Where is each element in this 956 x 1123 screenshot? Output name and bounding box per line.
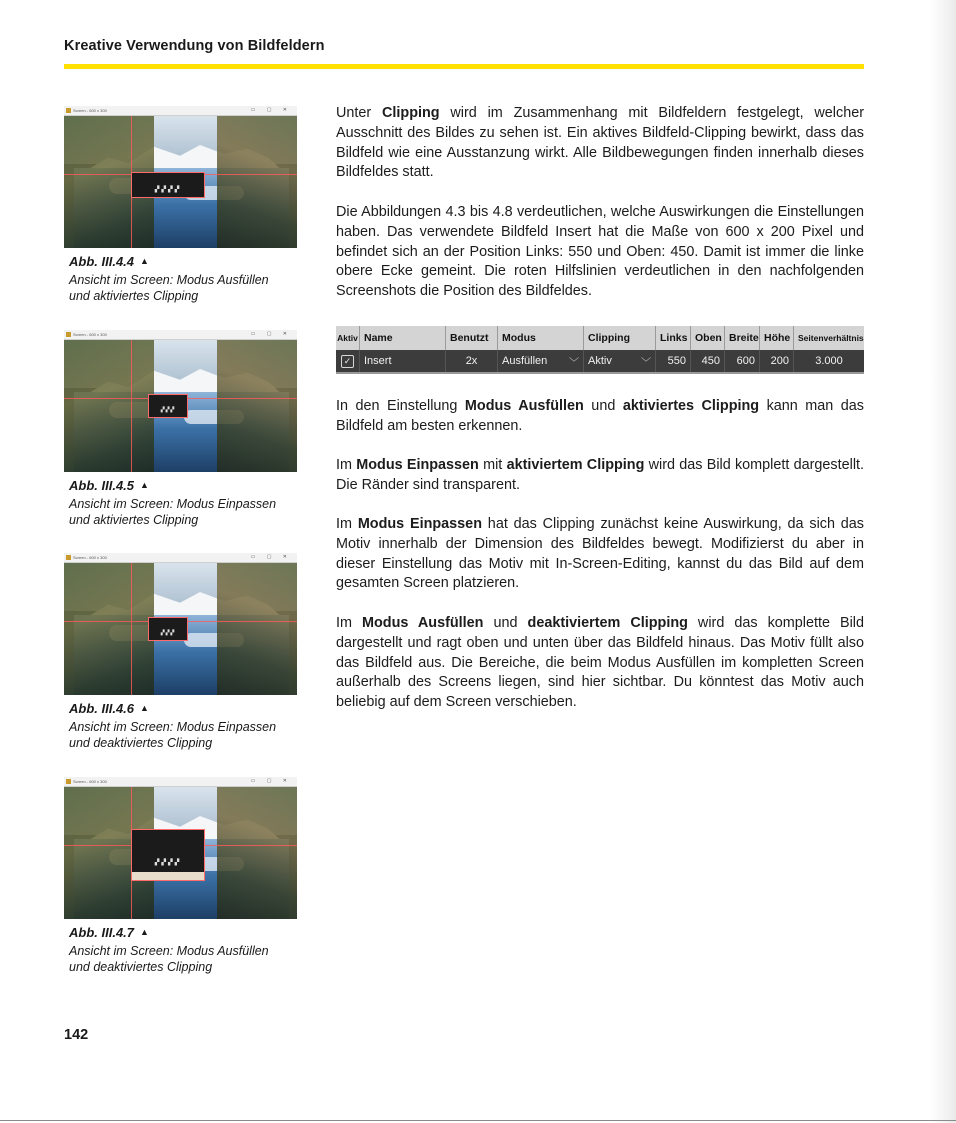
figure-screenshot-3	[64, 553, 297, 695]
modus-value: Ausfüllen	[502, 355, 548, 367]
guide-line-vertical	[131, 340, 132, 472]
screen-preview	[64, 340, 297, 472]
app-icon	[66, 332, 71, 337]
image-field-insert: ▞▞▞▞	[131, 829, 205, 881]
screen-preview	[64, 563, 297, 695]
aktiv-checkbox-cell[interactable]	[336, 350, 360, 372]
paragraph-einpassen-clipping: Im Modus Einpassen hat das Clipping zunächst keine Auswirkung, da sich das Motiv innerhalb der Dimension des Bildfeldes bewegt. Modifizierst du aber in dieser Einstellung das Motiv mit In-Screen-Editing, kannst du das Bild auf dem gesamten Screen platzieren.	[336, 516, 865, 592]
figure-screenshot-4	[64, 777, 297, 919]
window-titlebar	[64, 777, 297, 787]
image-field-insert: ▞▞▞▞	[131, 172, 205, 198]
caption-triangle-icon: ▲	[140, 480, 149, 490]
modus-dropdown[interactable]	[498, 350, 584, 372]
caption-triangle-icon: ▲	[140, 256, 149, 266]
figure-number: Abb. III.4.6	[69, 701, 135, 716]
col-header-breite: Breite	[725, 326, 760, 350]
image-field-insert: ▞▞▞	[148, 394, 188, 418]
col-header-clipping: Clipping	[584, 326, 656, 350]
window-title: Screen - 600 x 300	[73, 555, 107, 560]
clipping-dropdown[interactable]	[584, 350, 656, 372]
page-number: 142	[64, 1027, 89, 1043]
table-row[interactable]	[336, 350, 864, 372]
col-header-name: Name	[360, 326, 446, 350]
window-titlebar	[64, 106, 297, 116]
figure-number: Abb. III.4.7	[69, 925, 135, 940]
screen-preview	[64, 787, 297, 919]
chevron-down-icon: ﹀	[569, 357, 579, 369]
header-rule	[64, 64, 864, 69]
figure-caption-4: Abb. III.4.7 ▲ Ansicht im Screen: Modus Ausfüllen und deaktiviertes Clipping	[69, 925, 269, 974]
window-title: Screen - 600 x 300	[73, 779, 107, 784]
chevron-down-icon: ﹀	[641, 357, 651, 369]
bottom-border	[0, 1120, 956, 1121]
paragraph-einpassen-aktiv: Im Modus Einpassen mit aktiviertem Clipping wird das Bild komplett dargestellt. Die Ränder sind transparent.	[336, 457, 865, 493]
col-header-modus: Modus	[498, 326, 584, 350]
col-header-benutzt: Benutzt	[446, 326, 498, 350]
figure-number: Abb. III.4.4	[69, 254, 135, 269]
figure-caption-2: Abb. III.4.5 ▲ Ansicht im Screen: Modus Einpassen und aktiviertes Clipping	[69, 478, 277, 527]
window-title: Screen - 600 x 300	[73, 332, 107, 337]
cell-links[interactable]: 550	[656, 350, 691, 372]
figure-caption-3: Abb. III.4.6 ▲ Ansicht im Screen: Modus Einpassen und deaktiviertes Clipping	[69, 701, 277, 750]
window-titlebar	[64, 553, 297, 563]
paragraph-figures-explanation: Die Abbildungen 4.3 bis 4.8 verdeutlichen, welche Auswirkungen die Einstellungen haben. Das verwendete Bildfeld Insert hat die Maße von 600 x 200 Pixel und befindet sich an der Position Links: 550 und Oben: 450. Damit ist immer die linke obere Ecke gemeint. Die roten Hilfslinien verdeutlichen in den nachfolgenden Screenshots die Position des Bildfeldes.	[336, 204, 864, 300]
window-title: Screen - 600 x 300	[73, 108, 107, 113]
cell-name[interactable]: Insert	[360, 350, 446, 372]
window-controls: ▭ ▢ ✕	[250, 554, 292, 560]
col-header-hoehe: Höhe	[760, 326, 794, 350]
col-header-oben: Oben	[691, 326, 725, 350]
paragraph-ausfuellen-aktiv: In den Einstellung Modus Ausfüllen und aktiviertes Clipping kann man das Bildfeld am besten erkennen.	[336, 398, 864, 434]
window-controls: ▭ ▢ ✕	[250, 107, 292, 113]
cell-hoehe[interactable]: 200	[760, 350, 794, 372]
cell-seitenverhaeltnis[interactable]: 3.000	[815, 355, 843, 367]
guide-line-vertical	[131, 563, 132, 695]
cell-benutzt: 2x	[446, 350, 498, 372]
figure-caption-1: Abb. III.4.4 ▲ Ansicht im Screen: Modus Ausfüllen und aktiviertes Clipping	[69, 254, 269, 303]
window-titlebar	[64, 330, 297, 340]
screen-preview	[64, 116, 297, 248]
figure-number: Abb. III.4.5	[69, 478, 135, 493]
figure-screenshot-1	[64, 106, 297, 248]
figure-screenshot-2	[64, 330, 297, 472]
clipping-value: Aktiv	[588, 355, 612, 367]
table-header	[336, 326, 864, 350]
running-header: Kreative Verwendung von Bildfeldern	[64, 38, 325, 54]
cell-oben[interactable]: 450	[691, 350, 725, 372]
window-controls: ▭ ▢ ✕	[250, 331, 292, 337]
checkbox-checked-icon[interactable]: ✓	[341, 355, 354, 368]
caption-triangle-icon: ▲	[140, 927, 149, 937]
app-icon	[66, 779, 71, 784]
image-field-settings-table	[336, 326, 864, 374]
app-icon	[66, 108, 71, 113]
app-icon	[66, 555, 71, 560]
col-header-links: Links	[656, 326, 691, 350]
page-edge-shadow	[930, 0, 956, 1123]
col-header-seitenverhaeltnis: Seitenverhältnis	[798, 333, 864, 343]
window-controls: ▭ ▢ ✕	[250, 778, 292, 784]
paragraph-ausfuellen-deaktiviert: Im Modus Ausfüllen und deaktiviertem Clipping wird das komplette Bild dargestellt und ragt oben und unten über das Bildfeld hinaus. Das Motiv füllt also das Bildfeld aus. Die Bereiche, die beim Modus Ausfüllen im kompletten Screen außerhalb des Screens liegen, sind hier sichtbar. Du könntest das Motiv auch beliebig auf dem Screen verschieben.	[336, 615, 865, 711]
caption-triangle-icon: ▲	[140, 703, 149, 713]
image-field-insert: ▞▞▞	[148, 617, 188, 641]
paragraph-clipping-intro: Unter Clipping wird im Zusammenhang mit Bildfeldern festgelegt, welcher Ausschnitt des Bildes zu sehen ist. Ein aktives Bildfeld-Clipping bewirkt, dass das Bildfeld wie eine Ausstanzung wirkt. Alle Bildbewegungen finden innerhalb dieses Bildfeldes statt.	[336, 105, 864, 181]
col-header-aktiv: Aktiv	[336, 326, 360, 350]
cell-breite[interactable]: 600	[725, 350, 760, 372]
